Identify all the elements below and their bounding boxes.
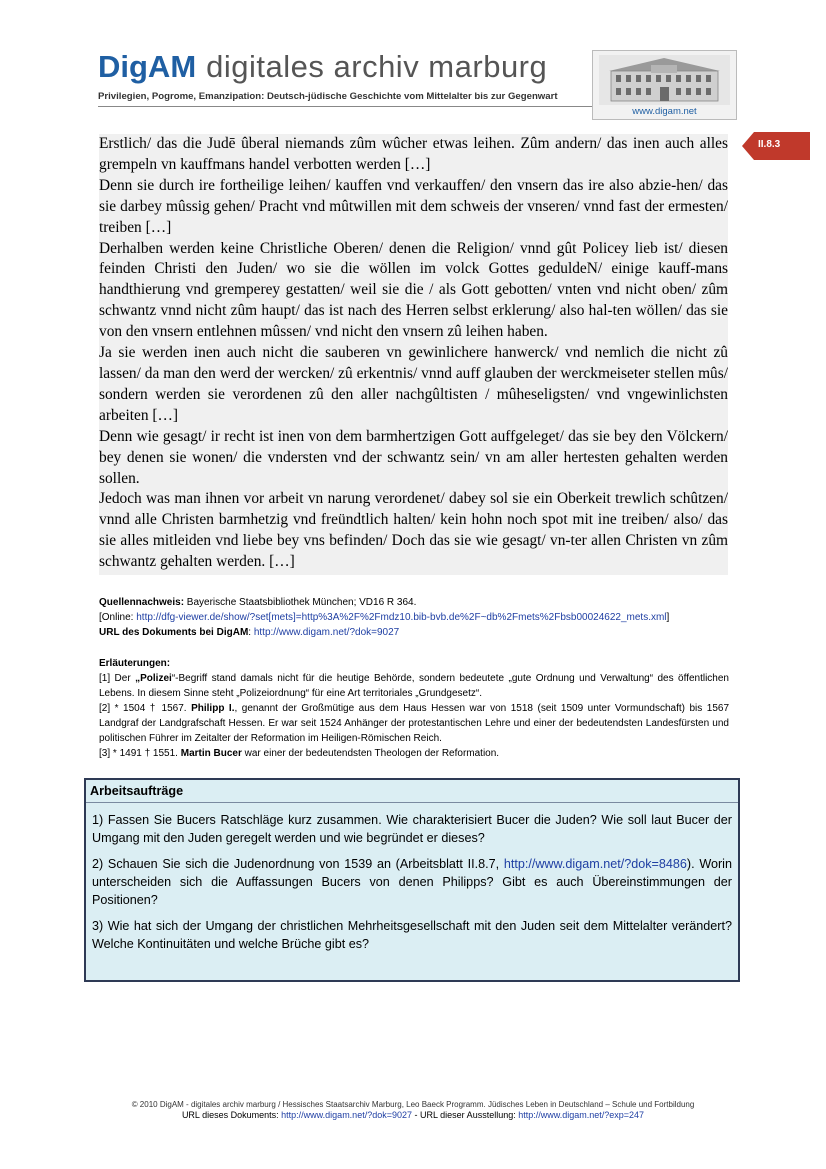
source-text: Bayerische Staatsbibliothek München; VD16 R 364. xyxy=(184,597,417,608)
note-text: [2] * 1504 † 1567. xyxy=(99,703,192,714)
task-2 xyxy=(92,855,732,909)
source-label: Quellennachweis: xyxy=(99,597,185,608)
online-suffix: ] xyxy=(666,612,670,623)
document-url-separator: : xyxy=(248,627,254,638)
text-paragraph: Erstlich/ das die Judē ûberal niemands zûm wûcher etwas leihen. Zûm andern/ das inen auch alles grempeln vn kauffmans handel verbotten werden […] xyxy=(99,135,728,173)
task-text: ). Worin unterscheiden sich die Auffassungen Bucers von denen Philipps? Gibt es auch Übereinstimmungen der Positionen? xyxy=(92,857,732,907)
note-1 xyxy=(99,671,729,701)
logo-url[interactable]: www.digam.net xyxy=(632,106,697,117)
text-paragraph: Derhalben werden keine Christliche Oberen/ denen die Religion/ vnnd gût Policey lieb ist/ diesen feinden Christi den Juden/ wo sie die wöllen im volck Gottes geduldeN/ einige kauff-mans handthierung vnd gremperey gestatten/ weil sie die / als Gott gebotten/ vnten vnd nicht oben/ zûm schwantz vnnd nicht zûm haupt/ das ist nach des Herren selbst erklerung/ also hal-ten wöllen/ das sie von den vnsern entlehnen mûssen/ vnd nicht den vnsern zû leihen haben. xyxy=(99,239,728,341)
header-divider xyxy=(98,106,592,107)
brand-subtitle: digitales archiv marburg xyxy=(206,49,548,84)
note-text: [3] * 1491 † 1551. xyxy=(99,748,181,759)
note-term: Martin Bucer xyxy=(180,748,242,759)
note-2 xyxy=(99,701,729,746)
online-line xyxy=(99,610,729,625)
header xyxy=(98,50,594,102)
footer-copyright: © 2010 DigAM - digitales archiv marburg / Hessisches Staatsarchiv Marburg, Leo Baeck Programm. Jüdisches Leben in Deutschland – Schule und Fortbildung xyxy=(131,1100,695,1109)
document-url-line xyxy=(99,625,729,640)
footer-exhibition-link[interactable]: http://www.digam.net/?exp=247 xyxy=(518,1110,645,1120)
text-paragraph: Ja sie werden inen auch nicht die sauberen vn gewinlichere hanwerck/ vnd nemlich die nicht zû lassen/ da man den werd der wercken/ zû erkentnis/ vnnd auff glauben der werckmeiseter stellen mûs/ sondern werden sie verordenen zû den aller nachgûltisten / mûheseligsten/ vnd vngewinlichsten arbeiten […] xyxy=(99,344,728,424)
online-link[interactable]: http://dfg-viewer.de/show/?set[mets]=http%3A%2F%2Fmdz10.bib-bvb.de%2F~db%2Fmets%2Fbsb00024622_mets.xml xyxy=(136,612,667,623)
footer-urls xyxy=(0,1110,826,1121)
note-text: “-Begriff stand damals nicht für die heutige Behörde, sondern bedeutete „gute Ordnung und Verwaltung“ des öffentlichen Lebens. In diesem Sinne steht „Polizeiordnung“ für eine Art territoriales „Grundgesetz“. xyxy=(99,673,729,699)
source-line xyxy=(99,595,729,610)
text-paragraph: Jedoch was man ihnen vor arbeit vn narung verordenet/ dabey sol sie ein Oberkeit trewlich schûtzen/ vnnd alle Christen barmhetzig vnd freündtlich halten/ kein hohn noch spot mit ine treiben/ also/ das sie alles mitleiden vnd liebe bey vns befinden/ Doch das sie wie gesagt/ vn-ter allen Christen vn zûm schwantz gehalten werden. […] xyxy=(99,490,728,571)
note-text: , genannt der Großmütige aus dem Haus Hessen war von 1518 (seit 1509 unter Vormundschaft) bis 1567 Landgraf der Landgrafschaft Hessen. Er war seit 1524 Anhänger der protestantischen Lehre und einer der bedeutendsten Landesfürsten und politischen Führer im Zeitalter der Reformation im Heiligen-Römischen Reich. xyxy=(99,703,730,744)
tasks-title: Arbeitsaufträge xyxy=(86,780,738,803)
task-text: 2) Schauen Sie sich die Judenordnung von 1539 an (Arbeitsblatt II.8.7, xyxy=(92,857,504,871)
note-term: „Polizei xyxy=(135,673,172,684)
building-icon xyxy=(599,55,730,105)
footer-text: - URL dieser Ausstellung: xyxy=(412,1110,519,1120)
archive-logo[interactable] xyxy=(592,50,737,120)
footer-document-link[interactable]: http://www.digam.net/?dok=9027 xyxy=(281,1110,412,1120)
note-text: war einer der bedeutendsten Theologen der Reformation. xyxy=(241,748,500,759)
document-url-label: URL des Dokuments bei DigAM xyxy=(99,627,249,638)
note-term: Philipp I. xyxy=(191,703,235,714)
task-2-link[interactable]: http://www.digam.net/?dok=8486 xyxy=(503,857,687,871)
text-paragraph: Denn wie gesagt/ ir recht ist inen von dem barmhertzigen Gott auffgeleget/ das sie bey den Völckern/ bey denen sie wonen/ die vndersten vnd der schwantz sein/ vn am aller hertesten gehalten werden sollen. xyxy=(99,427,728,487)
explanations-label: Erläuterungen: xyxy=(99,658,171,669)
note-3 xyxy=(99,746,729,761)
tagline: Privilegien, Pogrome, Emanzipation: Deutsch-jüdische Geschichte vom Mittelalter bis zur Gegenwart xyxy=(98,91,558,102)
section-badge xyxy=(742,132,810,160)
text-paragraph: Denn sie durch ire fortheilige leihen/ kauffen vnd verkauffen/ den vnsern das ire also abzie-hen/ das sie darbey mûssig gehen/ Pracht vnd mûtwillen mit dem schweis der vnseren/ vnnd fast der ermesten/ treiben […] xyxy=(99,176,728,236)
document-url-link[interactable]: http://www.digam.net/?dok=9027 xyxy=(253,627,400,638)
footer-text: URL dieses Dokuments: xyxy=(181,1110,282,1120)
task-3: 3) Wie hat sich der Umgang der christlichen Mehrheitsgesellschaft mit den Juden seit dem Mittelalter verändert? Welche Kontinuitäten und welche Brüche gibt es? xyxy=(92,919,732,951)
section-badge-label: II.8.3 xyxy=(758,139,781,150)
source-references xyxy=(99,595,729,640)
explanations xyxy=(99,656,729,761)
task-1: 1) Fassen Sie Bucers Ratschläge kurz zusammen. Wie charakterisiert Bucer die Juden? Wie soll laut Bucer der Umgang mit den Juden geregelt werden und wie begründet er dieses? xyxy=(92,813,732,845)
tasks-box xyxy=(84,778,740,982)
brand-name: DigAM xyxy=(98,49,197,84)
source-text xyxy=(99,134,728,575)
brand-title xyxy=(98,50,594,84)
online-prefix: [Online: xyxy=(99,612,137,623)
note-text: [1] Der xyxy=(99,673,136,684)
